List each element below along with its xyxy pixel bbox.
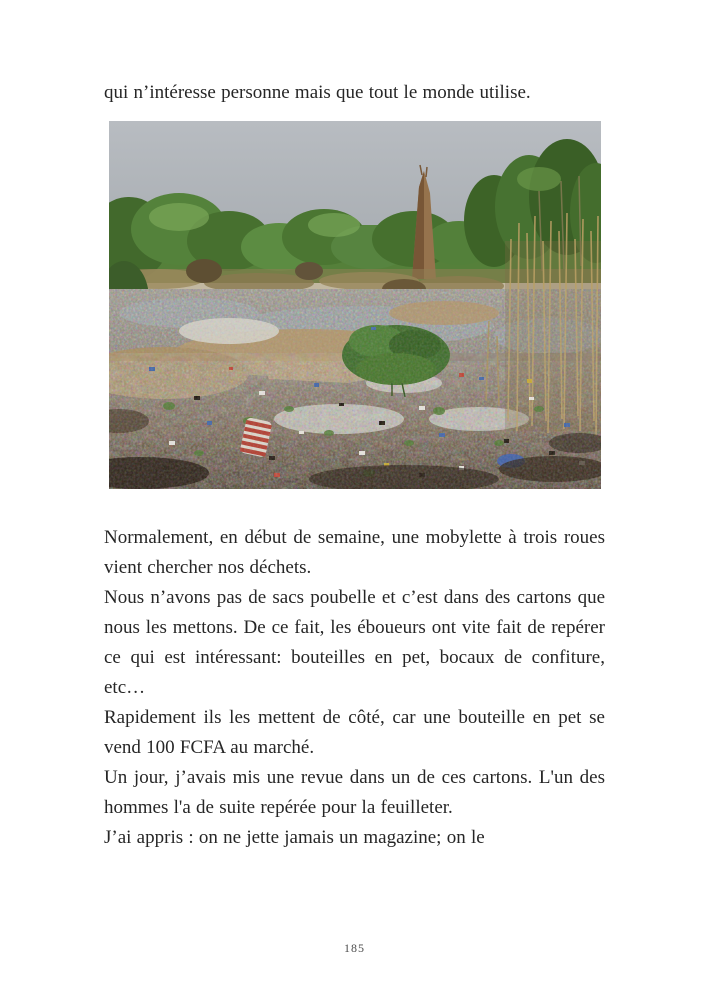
body-paragraphs [104,523,605,853]
landfill-photo [109,121,601,489]
paragraph: Rapidement ils les mettent de côté, car une bouteille en pet se vend 100 FCFA au marché. [104,707,605,758]
paragraph: Nous n’avons pas de sacs poubelle et c’est dans des cartons que nous les mettons. De ce fait, les éboueurs ont vite fait de repérer ce qui est intéressant: bouteilles en pet, bocaux de confiture, etc… [104,587,605,698]
paragraph: Normalement, en début de semaine, une mobylette à trois roues vient chercher nos déchets. [104,527,605,578]
speckle-overlay [109,289,601,489]
landfill-photo-illustration [109,121,601,489]
paragraph-top: qui n’intéresse personne mais que tout le monde utilise. [104,82,531,103]
paragraph: J’ai appris : on ne jette jamais un magazine; on le [104,827,485,848]
paragraph: Un jour, j’avais mis une revue dans un de ces cartons. L'un des hommes l'a de suite repérée pour la feuilleter. [104,767,605,818]
page-number: 185 [344,941,365,955]
